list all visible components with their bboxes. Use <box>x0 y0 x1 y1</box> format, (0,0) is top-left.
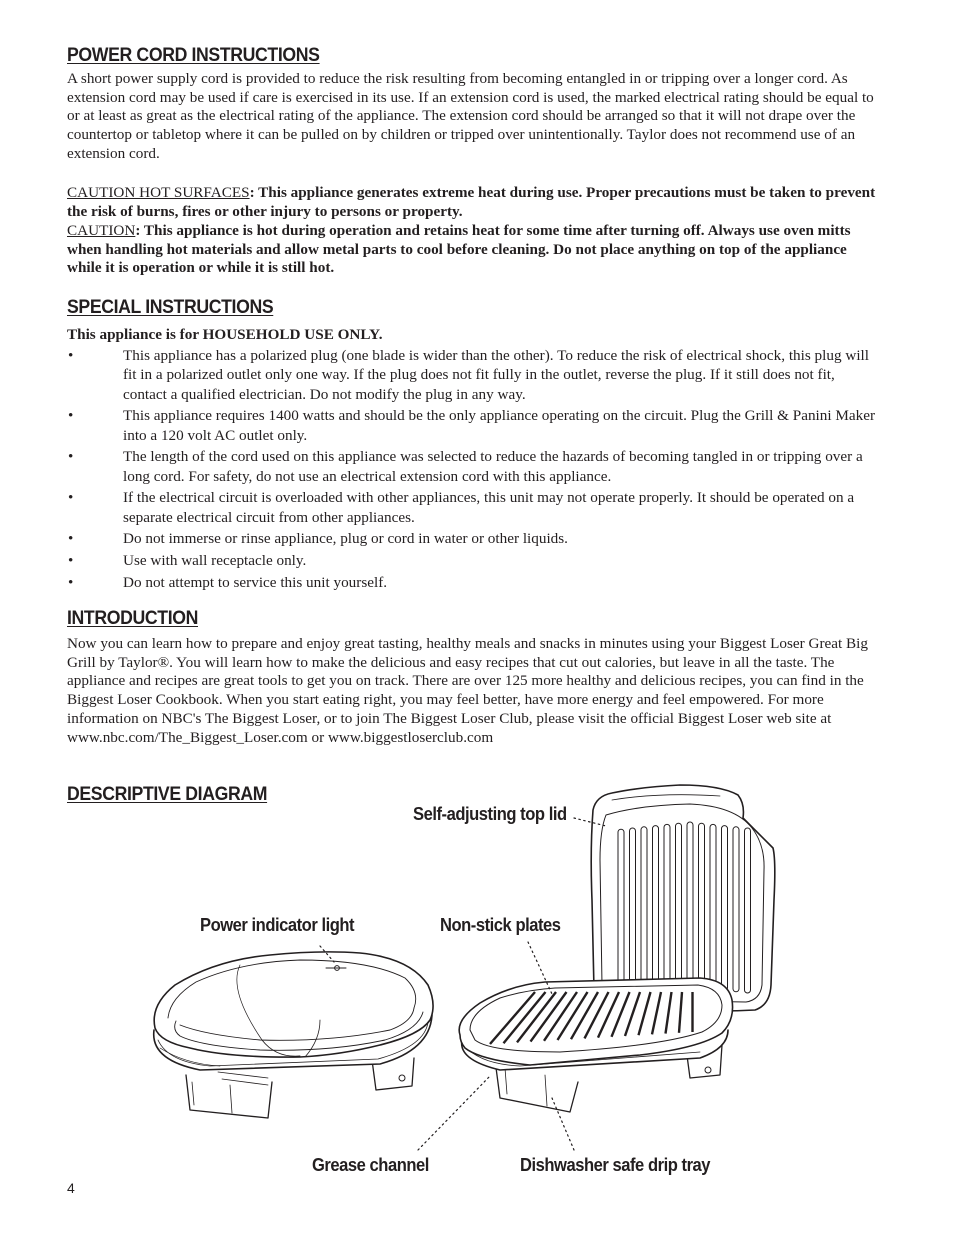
list-item-text: If the electrical circuit is overloaded with other appliances, this unit may not operate properly. It should be operated on a separate electrical circuit from other appliances. <box>123 489 855 526</box>
open-grill-illustration <box>591 785 775 1011</box>
list-item-text: Do not immerse or rinse appliance, plug or cord in water or other liquids. <box>123 530 568 548</box>
list-item-text: Use with wall receptacle only. <box>123 551 307 569</box>
grease-channel-label: Grease channel <box>312 1155 429 1175</box>
caution-hot-surfaces-label: CAUTION HOT SURFACES <box>67 184 250 201</box>
drip-tray-label: Dishwasher safe drip tray <box>520 1155 711 1175</box>
page-number: 4 <box>67 1180 75 1196</box>
grease-leader-line <box>418 1076 490 1150</box>
power-light-label: Power indicator light <box>200 915 355 935</box>
bullet-icon: • <box>68 530 74 548</box>
bullet-icon: • <box>68 551 74 569</box>
list-item-text: The length of the cord used on this appliance was selected to reduce the hazards of becoming tangled in or tripping over a long cord. For safety, do not use an electrical extension cord with this appliance. <box>123 448 863 485</box>
power-cord-heading: POWER CORD INSTRUCTIONS <box>67 45 320 66</box>
special-instructions-heading: SPECIAL INSTRUCTIONS <box>67 297 274 318</box>
closed-grill-illustration <box>154 952 433 1118</box>
introduction-text: Now you can learn how to prepare and enjoy great tasting, healthy meals and snacks in minutes using your Biggest Loser Great Big Grill by Taylor®. You will learn how to make the delicious and easy recipes that cut out calories, but leave in all the taste. The appliance and recipes are great tools to get you on track. There are over 125 more healthy and delicious recipes, you can find in the Biggest Loser Cookbook. When you start eating right, you may feel better, have more energy and feel empowered. For more information on NBC's The Biggest Loser, or to join The Biggest Loser Club, please visit the official Biggest Loser web site at www.nbc.com/The_Biggest_Loser.com or www.biggestloserclub.com <box>67 635 868 746</box>
power-cord-text: A short power supply cord is provided to reduce the risk resulting from becoming entangled in or tripping over a longer cord. As extension cord may be used if care is exercised in its use. If an extension cord is used, the marked electrical rating should be equal to or at least as great as the electrical rating of the appliance. The extension cord should be arranged so that it will not drape over the countertop or tabletop where it can be pulled on by children or tripped over unintentionally. Taylor does not recommend use of an extension cord. <box>67 70 874 162</box>
bullet-icon: • <box>68 407 74 425</box>
bullet-icon: • <box>68 489 74 507</box>
plates-label: Non-stick plates <box>440 915 561 935</box>
caution-text: : This appliance is hot during operation and retains heat for some time after turning off. Always use oven mitts when handling hot materials and allow metal parts to cool before cleaning. Do not place anything on top of the appliance while it is operation or while it is still hot. <box>67 222 851 277</box>
caution-hot-surfaces-text: : This appliance generates extreme heat during use. Proper precautions must be taken to prevent the risk of burns, fires or other injury to persons or property. <box>67 184 876 220</box>
list-item-text: Do not attempt to service this unit yourself. <box>123 573 388 591</box>
introduction-heading: INTRODUCTION <box>67 608 198 629</box>
list-item-text: This appliance requires 1400 watts and should be the only appliance operating on the circuit. Plug the Grill & Panini Maker into a 120 volt AC outlet only. <box>123 407 876 444</box>
bullet-icon: • <box>68 347 74 364</box>
bullet-icon: • <box>68 573 74 591</box>
diagram-heading: DESCRIPTIVE DIAGRAM <box>67 784 268 805</box>
top-lid-label: Self-adjusting top lid <box>413 804 567 824</box>
bullet-icon: • <box>68 448 74 466</box>
list-item-text: This appliance has a polarized plug (one blade is wider than the other). To reduce the risk of electrical shock, this plug will fit in a polarized outlet only one way. If the plug does not fit fully in the outlet, reverse the plug. If it still does not fit, contact a qualified electrician. Do not modify the plug in any way. <box>123 347 869 403</box>
caution-label: CAUTION <box>67 222 136 239</box>
household-use-note: This appliance is for HOUSEHOLD USE ONLY. <box>67 326 383 343</box>
